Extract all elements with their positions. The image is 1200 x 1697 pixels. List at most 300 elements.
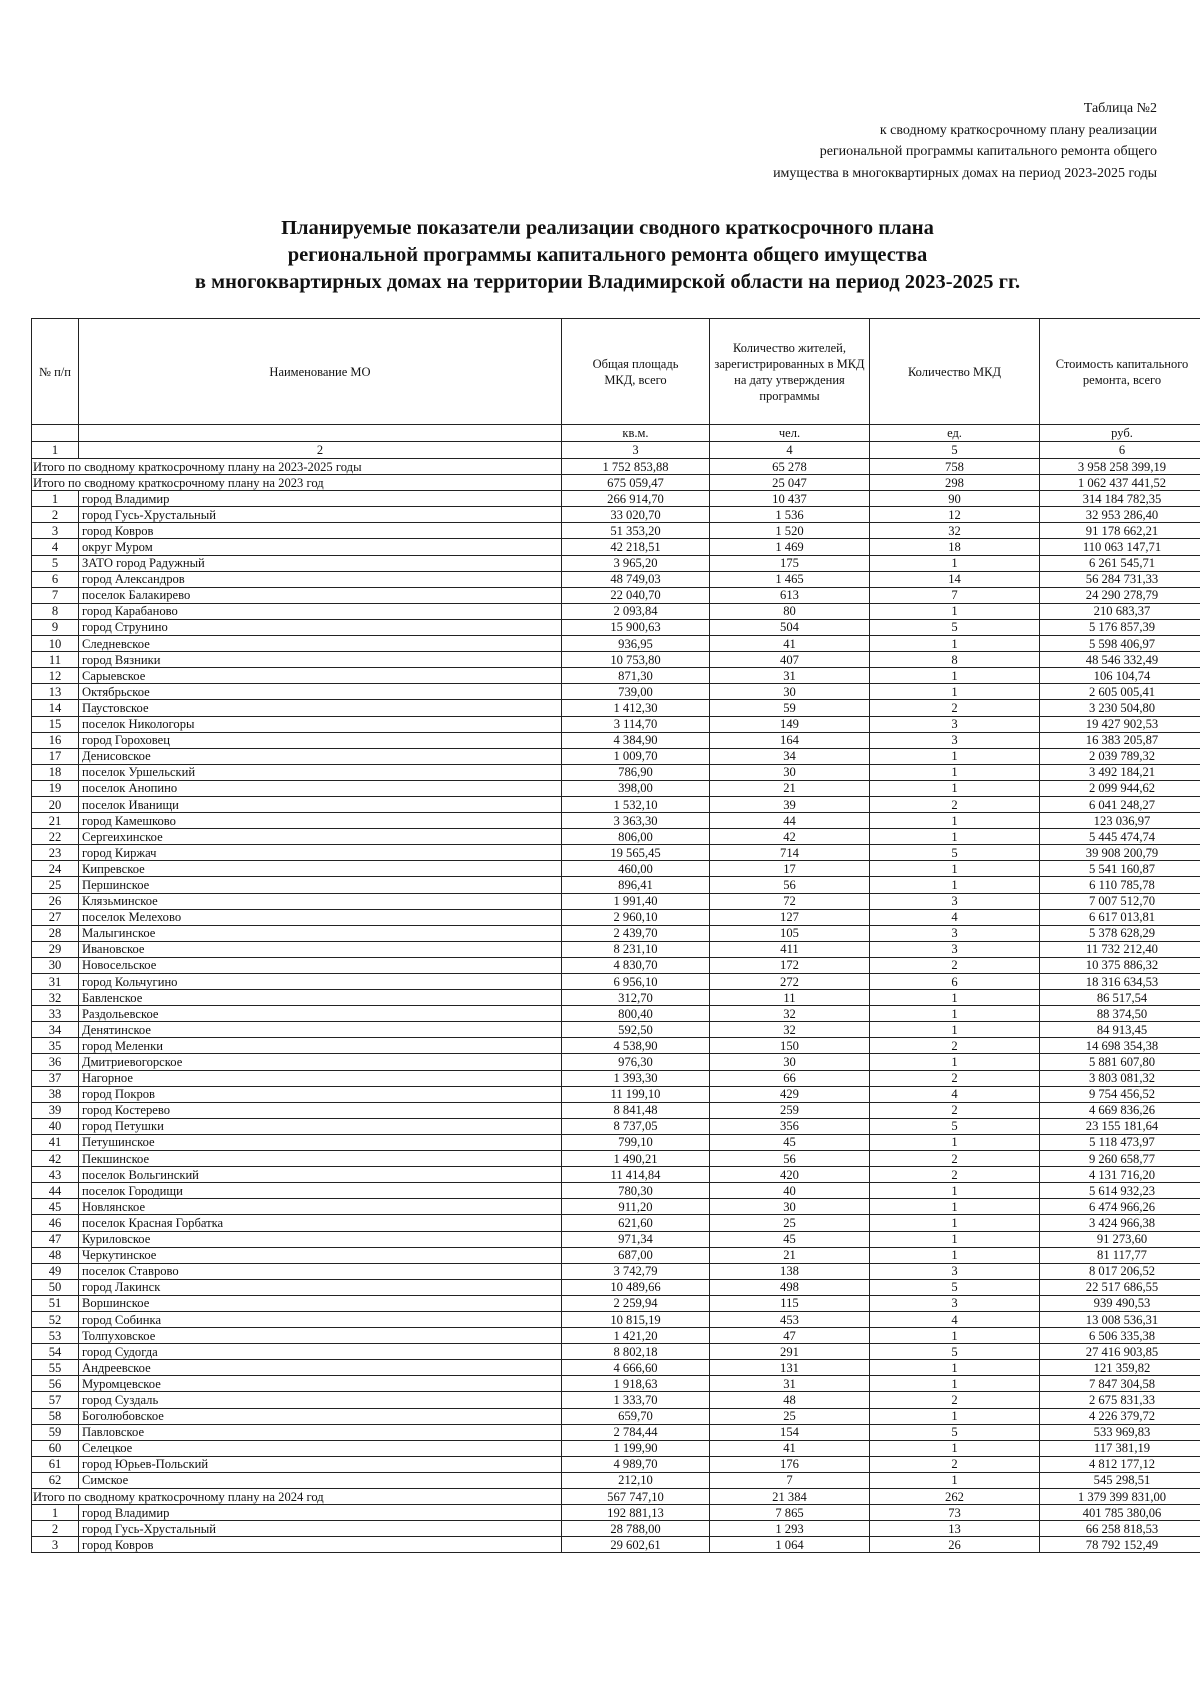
- residents-cell: 56: [710, 877, 870, 893]
- header-num: № п/п: [32, 319, 79, 425]
- area-cell: 8 737,05: [562, 1118, 710, 1134]
- table-row: [32, 1134, 1200, 1150]
- mkd-count-cell: 2: [870, 1038, 1040, 1054]
- table-row: [32, 909, 1200, 925]
- table-row: [32, 1311, 1200, 1327]
- mkd-count-cell: 758: [870, 459, 1040, 475]
- table-row: [32, 1215, 1200, 1231]
- residents-cell: 127: [710, 909, 870, 925]
- table-row: [32, 507, 1200, 523]
- table-body: [32, 459, 1200, 1553]
- row-number: 22: [32, 829, 79, 845]
- residents-cell: 65 278: [710, 459, 870, 475]
- municipality-name: Петушинское: [79, 1134, 562, 1150]
- area-cell: 971,34: [562, 1231, 710, 1247]
- residents-cell: 41: [710, 636, 870, 652]
- mkd-count-cell: 1: [870, 668, 1040, 684]
- table-row: [32, 1424, 1200, 1440]
- municipality-name: Бавленское: [79, 990, 562, 1006]
- residents-cell: 154: [710, 1424, 870, 1440]
- cost-cell: 117 381,19: [1040, 1440, 1200, 1456]
- table-row: [32, 861, 1200, 877]
- residents-cell: 7: [710, 1472, 870, 1488]
- table-row: [32, 780, 1200, 796]
- municipality-name: город Ковров: [79, 523, 562, 539]
- area-cell: 3 965,20: [562, 555, 710, 571]
- residents-cell: 32: [710, 1022, 870, 1038]
- municipality-name: Селецкое: [79, 1440, 562, 1456]
- column-numbers-row: [32, 442, 1200, 459]
- mkd-count-cell: 1: [870, 555, 1040, 571]
- row-number: 23: [32, 845, 79, 861]
- cost-cell: 4 812 177,12: [1040, 1456, 1200, 1472]
- table-row: [32, 957, 1200, 973]
- municipality-name: город Гороховец: [79, 732, 562, 748]
- table-row: [32, 1279, 1200, 1295]
- table-row: [32, 652, 1200, 668]
- residents-cell: 47: [710, 1328, 870, 1344]
- header-residents: Количество жителей, зарегистрированных в МКД на дату утверждения программы: [710, 319, 870, 425]
- row-number: 3: [32, 1537, 79, 1553]
- mkd-count-cell: 73: [870, 1505, 1040, 1521]
- cost-cell: 16 383 205,87: [1040, 732, 1200, 748]
- area-cell: 786,90: [562, 764, 710, 780]
- area-cell: 2 784,44: [562, 1424, 710, 1440]
- row-number: 41: [32, 1134, 79, 1150]
- row-number: 34: [32, 1022, 79, 1038]
- area-cell: 1 421,20: [562, 1328, 710, 1344]
- mkd-count-cell: 26: [870, 1537, 1040, 1553]
- row-number: 28: [32, 925, 79, 941]
- residents-cell: 411: [710, 941, 870, 957]
- cost-cell: 7 847 304,58: [1040, 1376, 1200, 1392]
- mkd-count-cell: 1: [870, 1183, 1040, 1199]
- cost-cell: 78 792 152,49: [1040, 1537, 1200, 1553]
- table-row: [32, 1328, 1200, 1344]
- residents-cell: 504: [710, 619, 870, 635]
- municipality-name: город Покров: [79, 1086, 562, 1102]
- row-number: 58: [32, 1408, 79, 1424]
- cost-cell: 8 017 206,52: [1040, 1263, 1200, 1279]
- area-cell: 8 802,18: [562, 1344, 710, 1360]
- total-row: [32, 475, 1200, 491]
- area-cell: 3 742,79: [562, 1263, 710, 1279]
- table-row: [32, 1054, 1200, 1070]
- area-cell: 675 059,47: [562, 475, 710, 491]
- area-cell: 8 841,48: [562, 1102, 710, 1118]
- cost-cell: 3 424 966,38: [1040, 1215, 1200, 1231]
- mkd-count-cell: 1: [870, 684, 1040, 700]
- mkd-count-cell: 1: [870, 1408, 1040, 1424]
- area-cell: 911,20: [562, 1199, 710, 1215]
- municipality-name: город Петушки: [79, 1118, 562, 1134]
- title-line: в многоквартирных домах на территории Владимирской области на период 2023-2025 гг.: [194, 271, 1021, 293]
- mkd-count-cell: 1: [870, 1022, 1040, 1038]
- mkd-count-cell: 32: [870, 523, 1040, 539]
- municipality-name: город Александров: [79, 571, 562, 587]
- row-number: 29: [32, 941, 79, 957]
- municipality-name: город Судогда: [79, 1344, 562, 1360]
- area-cell: 4 666,60: [562, 1360, 710, 1376]
- residents-cell: 356: [710, 1118, 870, 1134]
- cost-cell: 545 298,51: [1040, 1472, 1200, 1488]
- mkd-count-cell: 2: [870, 796, 1040, 812]
- municipality-name: город Карабаново: [79, 603, 562, 619]
- cost-cell: 939 490,53: [1040, 1295, 1200, 1311]
- area-cell: 22 040,70: [562, 587, 710, 603]
- area-cell: 4 830,70: [562, 957, 710, 973]
- cost-cell: 22 517 686,55: [1040, 1279, 1200, 1295]
- municipality-name: поселок Городищи: [79, 1183, 562, 1199]
- table-row: [32, 941, 1200, 957]
- residents-cell: 149: [710, 716, 870, 732]
- residents-cell: 25: [710, 1215, 870, 1231]
- header-row: [32, 319, 1200, 425]
- area-cell: 800,40: [562, 1006, 710, 1022]
- cost-cell: 2 039 789,32: [1040, 748, 1200, 764]
- mkd-count-cell: 3: [870, 1263, 1040, 1279]
- mkd-count-cell: 1: [870, 636, 1040, 652]
- cost-cell: 19 427 902,53: [1040, 716, 1200, 732]
- mkd-count-cell: 2: [870, 1167, 1040, 1183]
- area-cell: 1 991,40: [562, 893, 710, 909]
- table-row: [32, 571, 1200, 587]
- mkd-count-cell: 90: [870, 491, 1040, 507]
- area-cell: 460,00: [562, 861, 710, 877]
- area-cell: 10 753,80: [562, 652, 710, 668]
- total-row: [32, 459, 1200, 475]
- municipality-name: Сарыевское: [79, 668, 562, 684]
- cost-cell: 6 041 248,27: [1040, 796, 1200, 812]
- cost-cell: 9 260 658,77: [1040, 1151, 1200, 1167]
- municipality-name: город Кольчугино: [79, 974, 562, 990]
- cost-cell: 5 614 932,23: [1040, 1183, 1200, 1199]
- area-cell: 780,30: [562, 1183, 710, 1199]
- table-row: [32, 990, 1200, 1006]
- cost-cell: 86 517,54: [1040, 990, 1200, 1006]
- area-cell: 621,60: [562, 1215, 710, 1231]
- units-row: [32, 425, 1200, 442]
- residents-cell: 453: [710, 1311, 870, 1327]
- residents-cell: 291: [710, 1344, 870, 1360]
- municipality-name: город Лакинск: [79, 1279, 562, 1295]
- cost-cell: 5 541 160,87: [1040, 861, 1200, 877]
- table-row: [32, 1118, 1200, 1134]
- municipality-name: поселок Уршельский: [79, 764, 562, 780]
- mkd-count-cell: 3: [870, 893, 1040, 909]
- cost-cell: 210 683,37: [1040, 603, 1200, 619]
- table-row: [32, 1440, 1200, 1456]
- area-cell: 10 815,19: [562, 1311, 710, 1327]
- row-number: 33: [32, 1006, 79, 1022]
- mkd-count-cell: 1: [870, 813, 1040, 829]
- table-row: [32, 700, 1200, 716]
- residents-cell: 115: [710, 1295, 870, 1311]
- cost-cell: 6 261 545,71: [1040, 555, 1200, 571]
- residents-cell: 30: [710, 1199, 870, 1215]
- row-number: 17: [32, 748, 79, 764]
- row-number: 54: [32, 1344, 79, 1360]
- cost-cell: 13 008 536,31: [1040, 1311, 1200, 1327]
- total-label: Итого по сводному краткосрочному плану на 2023 год: [32, 475, 562, 491]
- cost-cell: 6 617 013,81: [1040, 909, 1200, 925]
- residents-cell: 164: [710, 732, 870, 748]
- row-number: 26: [32, 893, 79, 909]
- municipality-name: поселок Анопино: [79, 780, 562, 796]
- mkd-count-cell: 262: [870, 1489, 1040, 1505]
- area-cell: 11 414,84: [562, 1167, 710, 1183]
- cost-cell: 1 379 399 831,00: [1040, 1489, 1200, 1505]
- mkd-count-cell: 1: [870, 603, 1040, 619]
- mkd-count-cell: 3: [870, 925, 1040, 941]
- residents-cell: 259: [710, 1102, 870, 1118]
- unit-residents: чел.: [710, 425, 870, 442]
- residents-cell: 714: [710, 845, 870, 861]
- row-number: 37: [32, 1070, 79, 1086]
- title-line: Планируемые показатели реализации сводного краткосрочного плана: [281, 217, 934, 239]
- residents-cell: 407: [710, 652, 870, 668]
- municipality-name: Толпуховское: [79, 1328, 562, 1344]
- residents-cell: 420: [710, 1167, 870, 1183]
- area-cell: 1 199,90: [562, 1440, 710, 1456]
- residents-cell: 7 865: [710, 1505, 870, 1521]
- municipality-name: округ Муром: [79, 539, 562, 555]
- municipality-name: Малыгинское: [79, 925, 562, 941]
- mkd-count-cell: 1: [870, 1215, 1040, 1231]
- table-row: [32, 1537, 1200, 1553]
- residents-cell: 80: [710, 603, 870, 619]
- mkd-count-cell: 12: [870, 507, 1040, 523]
- mkd-count-cell: 2: [870, 1151, 1040, 1167]
- row-number: 61: [32, 1456, 79, 1472]
- cost-cell: 23 155 181,64: [1040, 1118, 1200, 1134]
- municipality-name: город Камешково: [79, 813, 562, 829]
- cost-cell: 11 732 212,40: [1040, 941, 1200, 957]
- total-row: [32, 1489, 1200, 1505]
- row-number: 20: [32, 796, 79, 812]
- area-cell: 28 788,00: [562, 1521, 710, 1537]
- unit-name: [79, 425, 562, 442]
- cost-cell: 10 375 886,32: [1040, 957, 1200, 973]
- header-cost: Стоимость капитального ремонта, всего: [1040, 319, 1200, 425]
- row-number: 48: [32, 1247, 79, 1263]
- municipality-name: поселок Красная Горбатка: [79, 1215, 562, 1231]
- row-number: 5: [32, 555, 79, 571]
- mkd-count-cell: 14: [870, 571, 1040, 587]
- area-cell: 1 412,30: [562, 700, 710, 716]
- table-row: [32, 1344, 1200, 1360]
- municipality-name: Денисовское: [79, 748, 562, 764]
- mkd-count-cell: 7: [870, 587, 1040, 603]
- row-number: 1: [32, 1505, 79, 1521]
- mkd-count-cell: 2: [870, 1456, 1040, 1472]
- municipality-name: город Владимир: [79, 491, 562, 507]
- row-number: 42: [32, 1151, 79, 1167]
- mkd-count-cell: 1: [870, 1006, 1040, 1022]
- row-number: 10: [32, 636, 79, 652]
- area-cell: 6 956,10: [562, 974, 710, 990]
- cost-cell: 14 698 354,38: [1040, 1038, 1200, 1054]
- residents-cell: 150: [710, 1038, 870, 1054]
- table-row: [32, 1376, 1200, 1392]
- mkd-count-cell: 5: [870, 1118, 1040, 1134]
- document-title: [70, 215, 1145, 296]
- row-number: 56: [32, 1376, 79, 1392]
- row-number: 8: [32, 603, 79, 619]
- residents-cell: 176: [710, 1456, 870, 1472]
- row-number: 14: [32, 700, 79, 716]
- cost-cell: 2 675 831,33: [1040, 1392, 1200, 1408]
- mkd-count-cell: 1: [870, 764, 1040, 780]
- area-cell: 15 900,63: [562, 619, 710, 635]
- area-cell: 212,10: [562, 1472, 710, 1488]
- header-line: Таблица №2: [1083, 101, 1157, 116]
- area-cell: 1 393,30: [562, 1070, 710, 1086]
- row-number: 1: [32, 491, 79, 507]
- residents-cell: 138: [710, 1263, 870, 1279]
- area-cell: 871,30: [562, 668, 710, 684]
- area-cell: 592,50: [562, 1022, 710, 1038]
- area-cell: 4 538,90: [562, 1038, 710, 1054]
- cost-cell: 4 669 836,26: [1040, 1102, 1200, 1118]
- residents-cell: 1 293: [710, 1521, 870, 1537]
- row-number: 51: [32, 1295, 79, 1311]
- table-row: [32, 539, 1200, 555]
- residents-cell: 41: [710, 1440, 870, 1456]
- mkd-count-cell: 1: [870, 780, 1040, 796]
- column-number: 6: [1040, 442, 1200, 459]
- municipality-name: Пекшинское: [79, 1151, 562, 1167]
- municipality-name: Сергеихинское: [79, 829, 562, 845]
- residents-cell: 31: [710, 1376, 870, 1392]
- municipality-name: Новосельское: [79, 957, 562, 973]
- residents-cell: 1 520: [710, 523, 870, 539]
- row-number: 11: [32, 652, 79, 668]
- header-line: региональной программы капитального ремонта общего: [819, 144, 1157, 159]
- cost-cell: 88 374,50: [1040, 1006, 1200, 1022]
- cost-cell: 3 958 258 399,19: [1040, 459, 1200, 475]
- municipality-name: город Киржач: [79, 845, 562, 861]
- table-row: [32, 1247, 1200, 1263]
- table-row: [32, 829, 1200, 845]
- municipality-name: Симское: [79, 1472, 562, 1488]
- row-number: 46: [32, 1215, 79, 1231]
- residents-cell: 105: [710, 925, 870, 941]
- table-row: [32, 587, 1200, 603]
- row-number: 39: [32, 1102, 79, 1118]
- municipality-name: поселок Никологоры: [79, 716, 562, 732]
- row-number: 16: [32, 732, 79, 748]
- municipality-name: ЗАТО город Радужный: [79, 555, 562, 571]
- cost-cell: 2 099 944,62: [1040, 780, 1200, 796]
- table-row: [32, 636, 1200, 652]
- mkd-count-cell: 13: [870, 1521, 1040, 1537]
- mkd-count-cell: 2: [870, 700, 1040, 716]
- cost-cell: 3 230 504,80: [1040, 700, 1200, 716]
- area-cell: 19 565,45: [562, 845, 710, 861]
- area-cell: 312,70: [562, 990, 710, 1006]
- cost-cell: 6 506 335,38: [1040, 1328, 1200, 1344]
- row-number: 35: [32, 1038, 79, 1054]
- area-cell: 1 490,21: [562, 1151, 710, 1167]
- municipality-name: Андреевское: [79, 1360, 562, 1376]
- municipality-name: город Струнино: [79, 619, 562, 635]
- area-cell: 192 881,13: [562, 1505, 710, 1521]
- cost-cell: 314 184 782,35: [1040, 491, 1200, 507]
- row-number: 13: [32, 684, 79, 700]
- cost-cell: 3 492 184,21: [1040, 764, 1200, 780]
- table-row: [32, 1472, 1200, 1488]
- table-row: [32, 813, 1200, 829]
- cost-cell: 7 007 512,70: [1040, 893, 1200, 909]
- table-row: [32, 1231, 1200, 1247]
- area-cell: 806,00: [562, 829, 710, 845]
- table-row: [32, 1006, 1200, 1022]
- area-cell: 739,00: [562, 684, 710, 700]
- municipality-name: поселок Иванищи: [79, 796, 562, 812]
- cost-cell: 56 284 731,33: [1040, 571, 1200, 587]
- cost-cell: 18 316 634,53: [1040, 974, 1200, 990]
- header-mkd: Количество МКД: [870, 319, 1040, 425]
- residents-cell: 429: [710, 1086, 870, 1102]
- table-row: [32, 1038, 1200, 1054]
- municipality-name: поселок Мелехово: [79, 909, 562, 925]
- residents-cell: 498: [710, 1279, 870, 1295]
- cost-cell: 106 104,74: [1040, 668, 1200, 684]
- residents-cell: 1 536: [710, 507, 870, 523]
- residents-cell: 30: [710, 1054, 870, 1070]
- residents-cell: 66: [710, 1070, 870, 1086]
- mkd-count-cell: 1: [870, 1360, 1040, 1376]
- column-number: 1: [32, 442, 79, 459]
- row-number: 25: [32, 877, 79, 893]
- mkd-count-cell: 1: [870, 829, 1040, 845]
- residents-cell: 21: [710, 1247, 870, 1263]
- mkd-count-cell: 1: [870, 1376, 1040, 1392]
- row-number: 49: [32, 1263, 79, 1279]
- total-label: Итого по сводному краткосрочному плану на 2024 год: [32, 1489, 562, 1505]
- residents-cell: 40: [710, 1183, 870, 1199]
- table-row: [32, 974, 1200, 990]
- area-cell: 799,10: [562, 1134, 710, 1150]
- municipality-name: Новлянское: [79, 1199, 562, 1215]
- mkd-count-cell: 1: [870, 1054, 1040, 1070]
- mkd-count-cell: 1: [870, 1199, 1040, 1215]
- residents-cell: 131: [710, 1360, 870, 1376]
- column-number: 4: [710, 442, 870, 459]
- area-cell: 1 333,70: [562, 1392, 710, 1408]
- residents-cell: 25 047: [710, 475, 870, 491]
- column-number: 2: [79, 442, 562, 459]
- table-row: [32, 764, 1200, 780]
- cost-cell: 5 445 474,74: [1040, 829, 1200, 845]
- table-row: [32, 1408, 1200, 1424]
- mkd-count-cell: 1: [870, 1440, 1040, 1456]
- residents-cell: 44: [710, 813, 870, 829]
- area-cell: 567 747,10: [562, 1489, 710, 1505]
- area-cell: 10 489,66: [562, 1279, 710, 1295]
- cost-cell: 4 226 379,72: [1040, 1408, 1200, 1424]
- residents-cell: 56: [710, 1151, 870, 1167]
- document-header: [597, 98, 1157, 184]
- municipality-name: город Вязники: [79, 652, 562, 668]
- table-row: [32, 1521, 1200, 1537]
- total-label: Итого по сводному краткосрочному плану на 2023-2025 годы: [32, 459, 562, 475]
- municipality-name: Павловское: [79, 1424, 562, 1440]
- municipality-name: город Юрьев-Польский: [79, 1456, 562, 1472]
- cost-cell: 6 110 785,78: [1040, 877, 1200, 893]
- row-number: 59: [32, 1424, 79, 1440]
